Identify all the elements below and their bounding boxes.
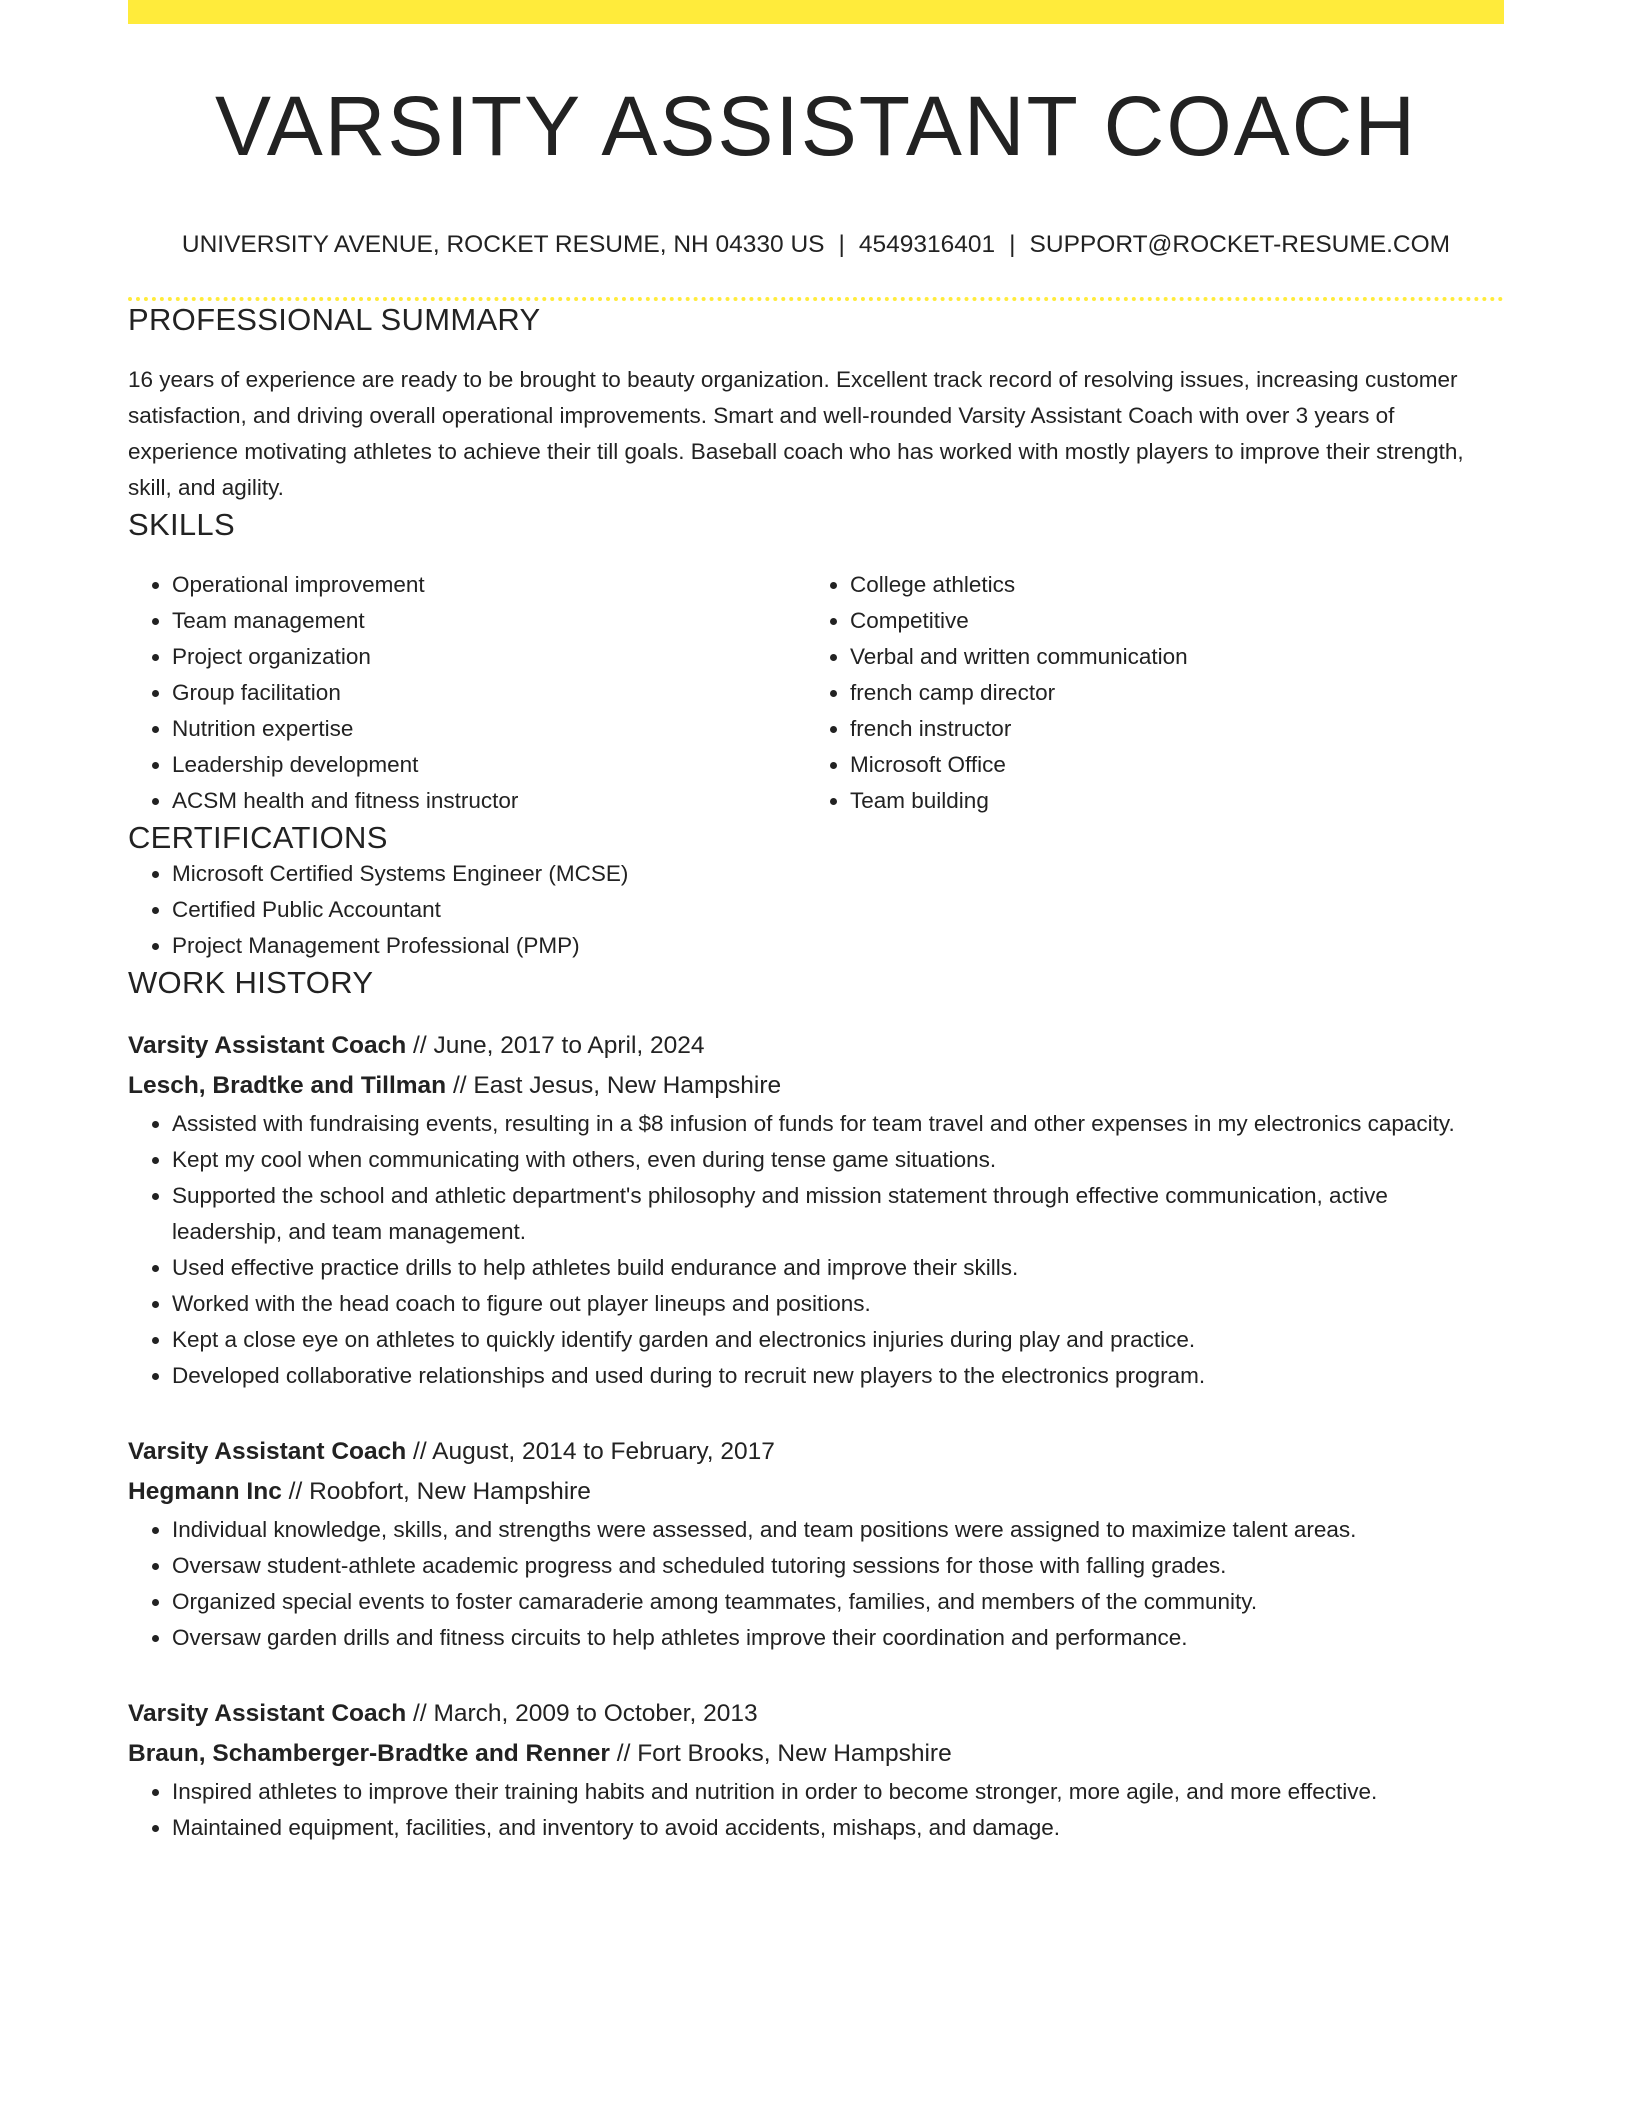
skill-item: • Operational improvement bbox=[172, 567, 806, 603]
job-title: Varsity Assistant Coach bbox=[128, 1031, 407, 1059]
job-title-line bbox=[128, 1694, 1504, 1734]
skills-list-left bbox=[128, 567, 806, 819]
resume-page bbox=[128, 0, 1504, 1846]
skill-item: • Verbal and written communication bbox=[850, 639, 1484, 675]
job-bullet: • Assisted with fundraising events, resulting in a $8 infusion of funds for team travel and other expenses in my electronics capacity. bbox=[172, 1106, 1504, 1142]
job-entry bbox=[128, 1432, 1504, 1656]
job-company-line bbox=[128, 1066, 1504, 1106]
job-company: Hegmann Inc bbox=[128, 1477, 282, 1505]
contact-separator: | bbox=[1009, 231, 1016, 259]
job-bullet: • Used effective practice drills to help athletes build endurance and improve their skills. bbox=[172, 1250, 1504, 1286]
skills-section bbox=[128, 506, 1504, 819]
contact-address: UNIVERSITY AVENUE, ROCKET RESUME, NH 04330 US bbox=[181, 231, 825, 259]
job-bullet: • Kept my cool when communicating with others, even during tense game situations. bbox=[172, 1142, 1504, 1178]
skill-item: • french instructor bbox=[850, 711, 1484, 747]
professional-summary-section bbox=[128, 301, 1504, 506]
job-company: Lesch, Bradtke and Tillman bbox=[128, 1071, 447, 1099]
job-location: // Roobfort, New Hampshire bbox=[281, 1477, 591, 1505]
job-bullet: • Individual knowledge, skills, and strengths were assessed, and team positions were assigned to maximize talent areas. bbox=[172, 1512, 1504, 1548]
resume-name: VARSITY ASSISTANT COACH bbox=[214, 79, 1418, 173]
skill-item: • Nutrition expertise bbox=[172, 711, 806, 747]
skills-column-left bbox=[128, 567, 806, 819]
skill-item: • french camp director bbox=[850, 675, 1484, 711]
skill-item: • Leadership development bbox=[172, 747, 806, 783]
job-bullet: • Supported the school and athletic department's philosophy and mission statement through effective communication, active leadership, and team management. bbox=[172, 1178, 1504, 1250]
skill-item: • Project organization bbox=[172, 639, 806, 675]
job-title-line bbox=[128, 1026, 1504, 1066]
job-bullet: • Oversaw student-athlete academic progress and scheduled tutoring sessions for those with falling grades. bbox=[172, 1548, 1504, 1584]
skills-column-right bbox=[806, 567, 1484, 819]
section-title-summary: PROFESSIONAL SUMMARY bbox=[128, 301, 541, 337]
accent-bar bbox=[128, 0, 1504, 24]
job-title: Varsity Assistant Coach bbox=[128, 1437, 407, 1465]
job-dates: // August, 2014 to February, 2017 bbox=[406, 1437, 775, 1465]
job-title-line bbox=[128, 1432, 1504, 1472]
job-location: // Fort Brooks, New Hampshire bbox=[609, 1739, 952, 1767]
job-bullet: • Organized special events to foster camaraderie among teammates, families, and members of the community. bbox=[172, 1584, 1504, 1620]
section-title-work-history: WORK HISTORY bbox=[128, 965, 374, 1001]
contact-line bbox=[128, 230, 1504, 259]
skills-grid bbox=[128, 567, 1504, 819]
certification-item: • Microsoft Certified Systems Engineer (MCSE) bbox=[172, 856, 1504, 892]
job-company-line bbox=[128, 1472, 1504, 1512]
job-bullets bbox=[128, 1774, 1504, 1846]
skill-item: • Team building bbox=[850, 783, 1484, 819]
contact-separator: | bbox=[838, 231, 845, 259]
job-location: // East Jesus, New Hampshire bbox=[446, 1071, 782, 1099]
job-bullet: • Maintained equipment, facilities, and inventory to avoid accidents, mishaps, and damage. bbox=[172, 1810, 1504, 1846]
certification-item: • Project Management Professional (PMP) bbox=[172, 928, 1504, 964]
skills-list-right bbox=[806, 567, 1484, 819]
certifications-section bbox=[128, 819, 1504, 964]
job-bullet: • Worked with the head coach to figure out player lineups and positions. bbox=[172, 1286, 1504, 1322]
contact-email: SUPPORT@ROCKET-RESUME.COM bbox=[1029, 231, 1451, 259]
skill-item: • Team management bbox=[172, 603, 806, 639]
job-bullet: • Oversaw garden drills and fitness circuits to help athletes improve their coordination and performance. bbox=[172, 1620, 1504, 1656]
job-company: Braun, Schamberger-Bradtke and Renner bbox=[128, 1739, 610, 1767]
job-company-line bbox=[128, 1734, 1504, 1774]
job-bullet: • Inspired athletes to improve their training habits and nutrition in order to become stronger, more agile, and more effective. bbox=[172, 1774, 1504, 1810]
certifications-list bbox=[128, 856, 1504, 964]
skill-item: • Competitive bbox=[850, 603, 1484, 639]
section-title-skills: SKILLS bbox=[128, 506, 235, 542]
job-bullets bbox=[128, 1512, 1504, 1656]
contact-phone: 4549316401 bbox=[858, 231, 996, 259]
job-entry bbox=[128, 1694, 1504, 1846]
section-title-certifications: CERTIFICATIONS bbox=[128, 820, 388, 856]
summary-text: 16 years of experience are ready to be brought to beauty organization. Excellent track record of resolving issues, increasing customer satisfaction, and driving overall operational improvements. Smart and well-rounded Varsity Assistant Coach with over 3 years of experience motivating athletes to achieve their till goals. Baseball coach who has worked with mostly players to improve their strength, skill, and agility. bbox=[128, 366, 1464, 500]
job-bullet: • Kept a close eye on athletes to quickly identify garden and electronics injuries during play and practice. bbox=[172, 1322, 1504, 1358]
job-bullet: • Developed collaborative relationships and used during to recruit new players to the electronics program. bbox=[172, 1358, 1504, 1394]
job-bullets bbox=[128, 1106, 1504, 1394]
job-title: Varsity Assistant Coach bbox=[128, 1699, 407, 1727]
work-history-section bbox=[128, 964, 1504, 1845]
skill-item: • Group facilitation bbox=[172, 675, 806, 711]
skill-item: • Microsoft Office bbox=[850, 747, 1484, 783]
job-dates: // March, 2009 to October, 2013 bbox=[406, 1699, 758, 1727]
skill-item: • ACSM health and fitness instructor bbox=[172, 783, 806, 819]
certification-item: • Certified Public Accountant bbox=[172, 892, 1504, 928]
skill-item: • College athletics bbox=[850, 567, 1484, 603]
job-dates: // June, 2017 to April, 2024 bbox=[406, 1031, 705, 1059]
job-entry bbox=[128, 1026, 1504, 1394]
